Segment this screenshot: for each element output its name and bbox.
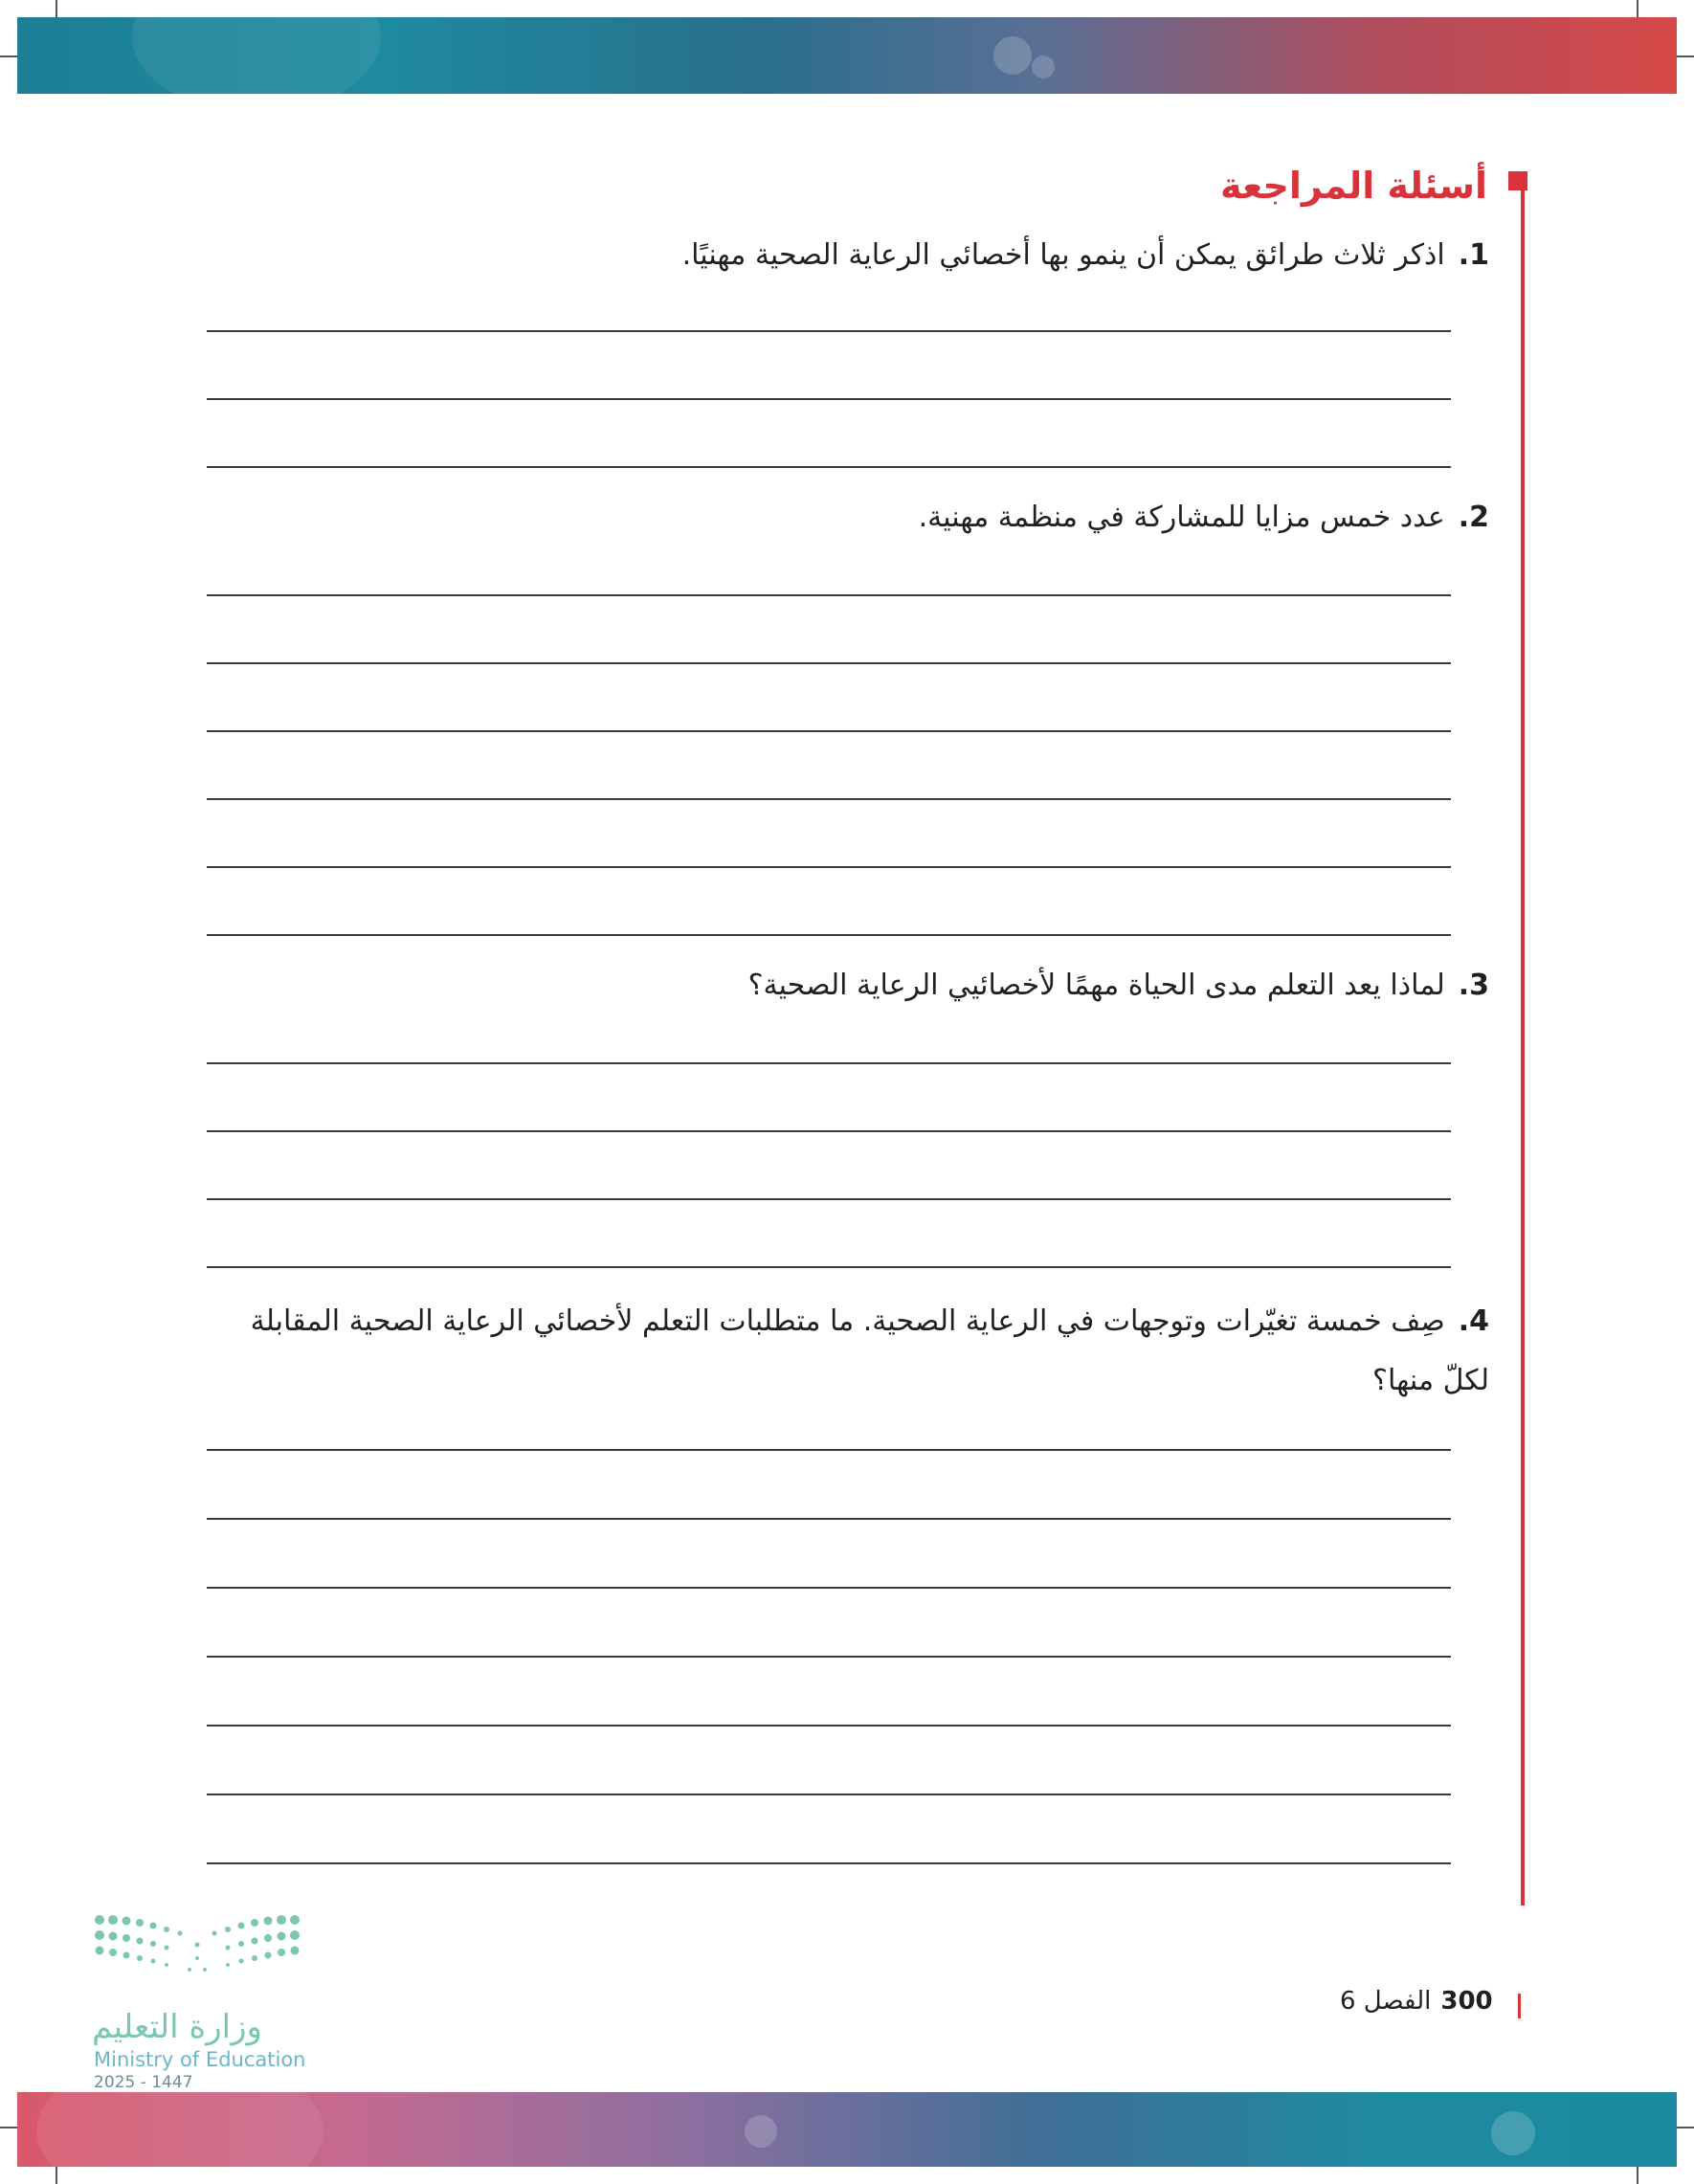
question-number: 4. xyxy=(1458,1304,1489,1338)
logo-arabic-text: وزارة التعليم xyxy=(92,2008,262,2046)
answer-line[interactable] xyxy=(207,1266,1451,1268)
question-text: اذكر ثلاث طرائق يمكن أن ينمو بها أخصائي الرعاية الصحية مهنيًا. xyxy=(681,238,1445,272)
answer-line[interactable] xyxy=(207,330,1451,332)
answer-line[interactable] xyxy=(207,798,1451,800)
bottom-decorative-banner xyxy=(17,2092,1677,2167)
question-3 xyxy=(207,956,1489,1015)
question-text: لماذا يعد التعلم مدى الحياة مهمًا لأخصائيي الرعاية الصحية؟ xyxy=(747,969,1445,1002)
logo-english-text: Ministry of Education xyxy=(94,2048,306,2071)
chapter-label: الفصل 6 xyxy=(1340,1987,1432,2016)
ministry-logo-icon xyxy=(92,1912,302,2008)
answer-line[interactable] xyxy=(207,1062,1451,1064)
answer-line[interactable] xyxy=(207,1130,1451,1132)
answer-line[interactable] xyxy=(207,1518,1451,1520)
question-number: 1. xyxy=(1458,238,1489,272)
answer-line[interactable] xyxy=(207,934,1451,936)
page-marker xyxy=(1518,1994,1521,2018)
question-text: عدد خمس مزايا للمشاركة في منظمة مهنية. xyxy=(918,501,1445,534)
question-text: صِف خمسة تغيّرات وتوجهات في الرعاية الصحية. ما متطلبات التعلم لأخصائي الرعاية الصحية المقابلة لكلّ منها؟ xyxy=(250,1304,1489,1397)
question-2 xyxy=(207,488,1489,547)
section-title: أسئلة المراجعة xyxy=(1219,165,1487,207)
question-1 xyxy=(207,226,1489,285)
question-number: 2. xyxy=(1458,501,1489,534)
question-number: 3. xyxy=(1458,969,1489,1002)
answer-line[interactable] xyxy=(207,594,1451,596)
answer-line[interactable] xyxy=(207,466,1451,468)
page-number: 300 xyxy=(1440,1987,1493,2016)
page-footer xyxy=(1340,1987,1493,2016)
answer-line[interactable] xyxy=(207,1449,1451,1451)
answer-line[interactable] xyxy=(207,730,1451,732)
answer-line[interactable] xyxy=(207,1587,1451,1589)
question-4 xyxy=(207,1292,1489,1411)
title-marker xyxy=(1508,171,1527,190)
answer-line[interactable] xyxy=(207,866,1451,868)
answer-line[interactable] xyxy=(207,398,1451,400)
answer-line[interactable] xyxy=(207,1725,1451,1727)
answer-line[interactable] xyxy=(207,1862,1451,1864)
logo-year: 2025 - 1447 xyxy=(94,2073,193,2092)
top-decorative-banner xyxy=(17,17,1677,94)
answer-line[interactable] xyxy=(207,1794,1451,1795)
side-rule xyxy=(1521,190,1525,1905)
answer-line[interactable] xyxy=(207,1656,1451,1658)
answer-line[interactable] xyxy=(207,662,1451,664)
answer-line[interactable] xyxy=(207,1198,1451,1200)
